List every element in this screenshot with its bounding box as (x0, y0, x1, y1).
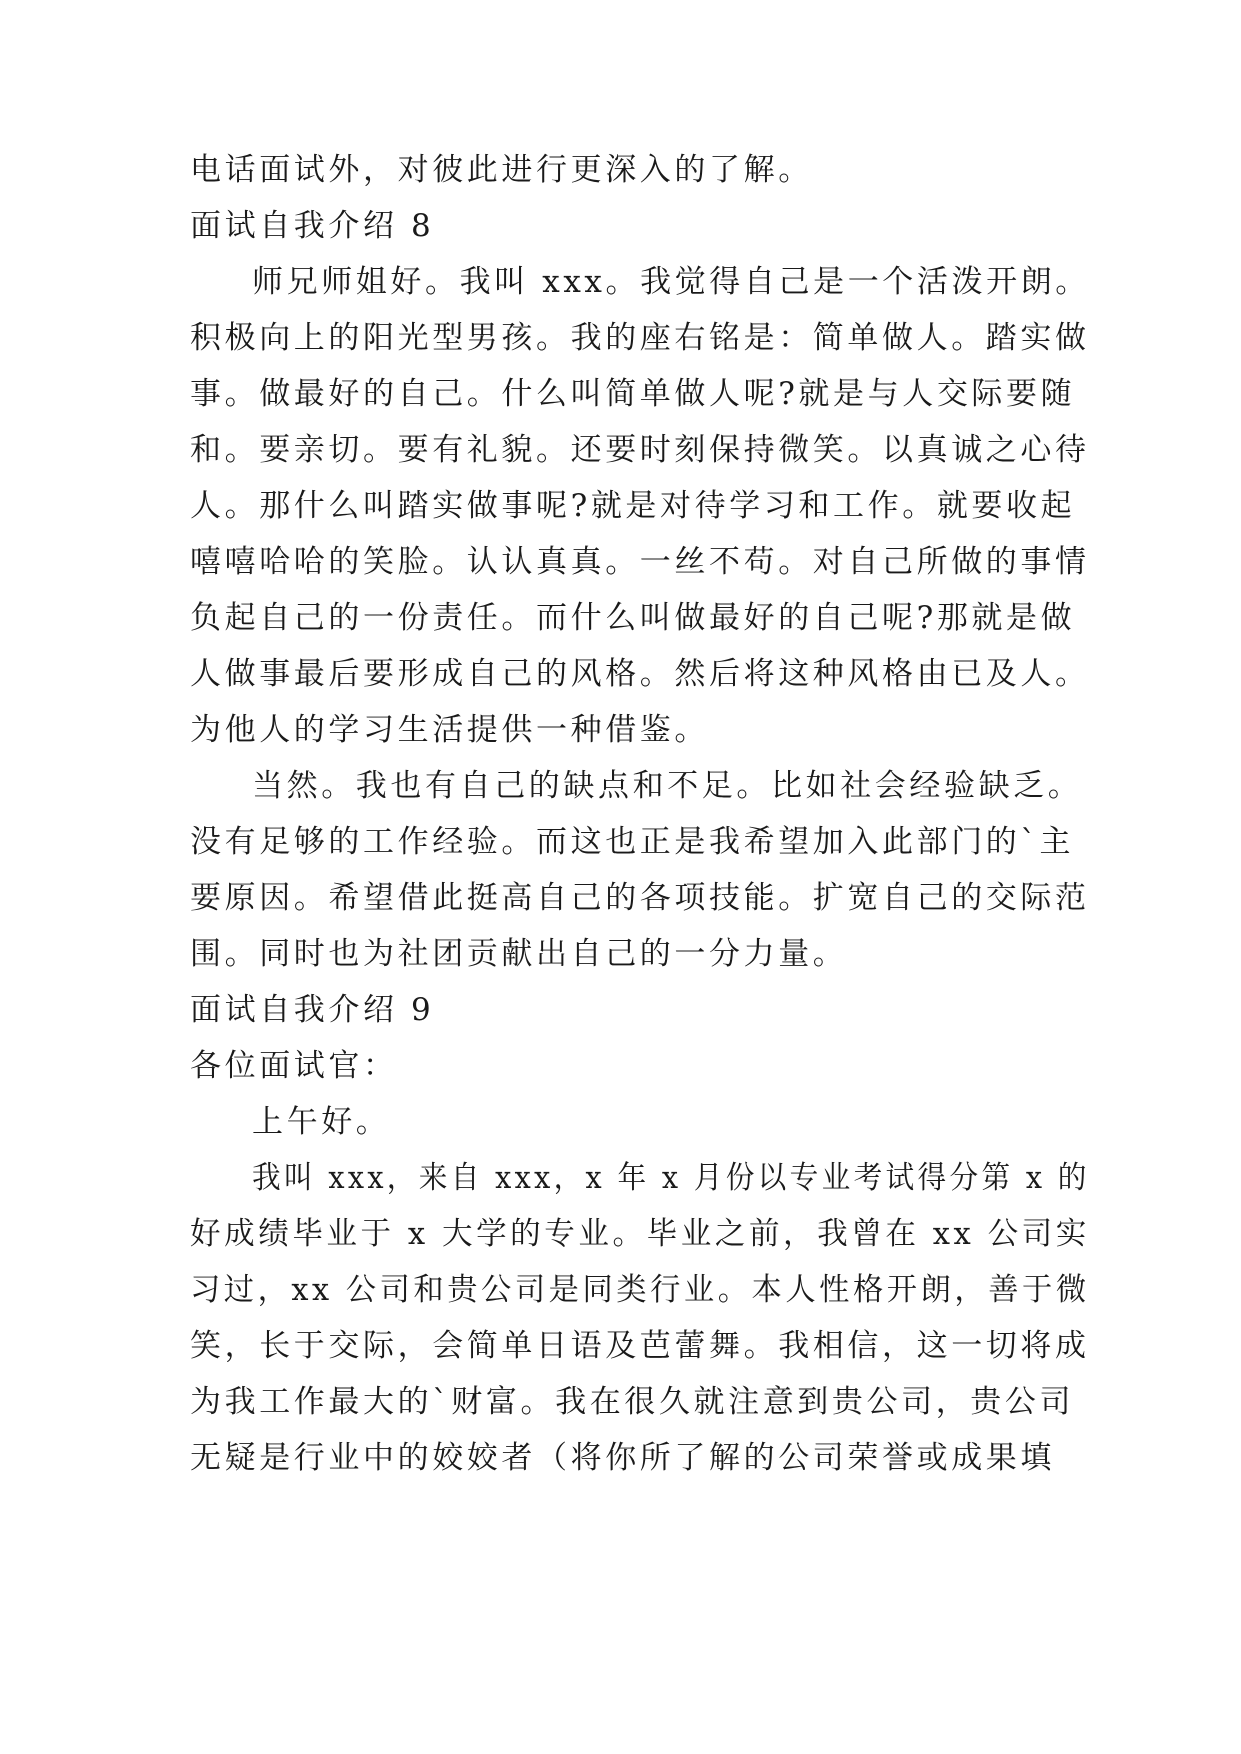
text-line: 和。要亲切。要有礼貌。还要时刻保持微笑。以真诚之心待 (190, 432, 1090, 468)
text-line: 师兄师姐好。我叫 xxx。我觉得自己是一个活泼开朗。 (252, 264, 1090, 300)
text-line: 为我工作最大的`财富。我在很久就注意到贵公司，贵公司 (190, 1384, 1075, 1420)
text-line: 各位面试官： (190, 1048, 398, 1084)
section-heading: 面试自我介绍 8 (190, 208, 435, 244)
text-line: 习过，xx 公司和贵公司是同类行业。本人性格开朗，善于微 (190, 1272, 1090, 1308)
text-line: 负起自己的一份责任。而什么叫做最好的自己呢?那就是做 (190, 600, 1076, 636)
text-line: 人做事最后要形成自己的风格。然后将这种风格由已及人。 (190, 656, 1090, 692)
text-line: 笑，长于交际，会简单日语及芭蕾舞。我相信，这一切将成 (190, 1328, 1090, 1364)
text-line: 无疑是行业中的姣姣者（将你所了解的公司荣誉或成果填 (190, 1440, 1055, 1476)
text-line: 嘻嘻哈哈的笑脸。认认真真。一丝不苟。对自己所做的事情 (190, 544, 1090, 580)
text-line: 好成绩毕业于 x 大学的专业。毕业之前，我曾在 xx 公司实 (190, 1216, 1090, 1252)
section-heading: 面试自我介绍 9 (190, 992, 435, 1028)
text-line: 要原因。希望借此挺高自己的各项技能。扩宽自己的交际范 (190, 880, 1090, 916)
text-line: 当然。我也有自己的缺点和不足。比如社会经验缺乏。 (252, 768, 1083, 804)
text-line: 为他人的学习生活提供一种借鉴。 (190, 712, 709, 748)
text-line: 上午好。 (252, 1104, 391, 1140)
text-line: 围。同时也为社团贡献出自己的一分力量。 (190, 936, 848, 972)
text-line: 人。那什么叫踏实做事呢?就是对待学习和工作。就要收起 (190, 488, 1076, 524)
text-line: 积极向上的阳光型男孩。我的座右铭是：简单做人。踏实做 (190, 320, 1090, 356)
text-line: 我叫 xxx，来自 xxx，x 年 x 月份以专业考试得分第 x 的 (252, 1160, 1090, 1196)
text-line: 事。做最好的自己。什么叫简单做人呢?就是与人交际要随 (190, 376, 1076, 412)
text-line: 电话面试外，对彼此进行更深入的了解。 (190, 152, 813, 188)
text-line: 没有足够的工作经验。而这也正是我希望加入此部门的`主 (190, 824, 1075, 860)
